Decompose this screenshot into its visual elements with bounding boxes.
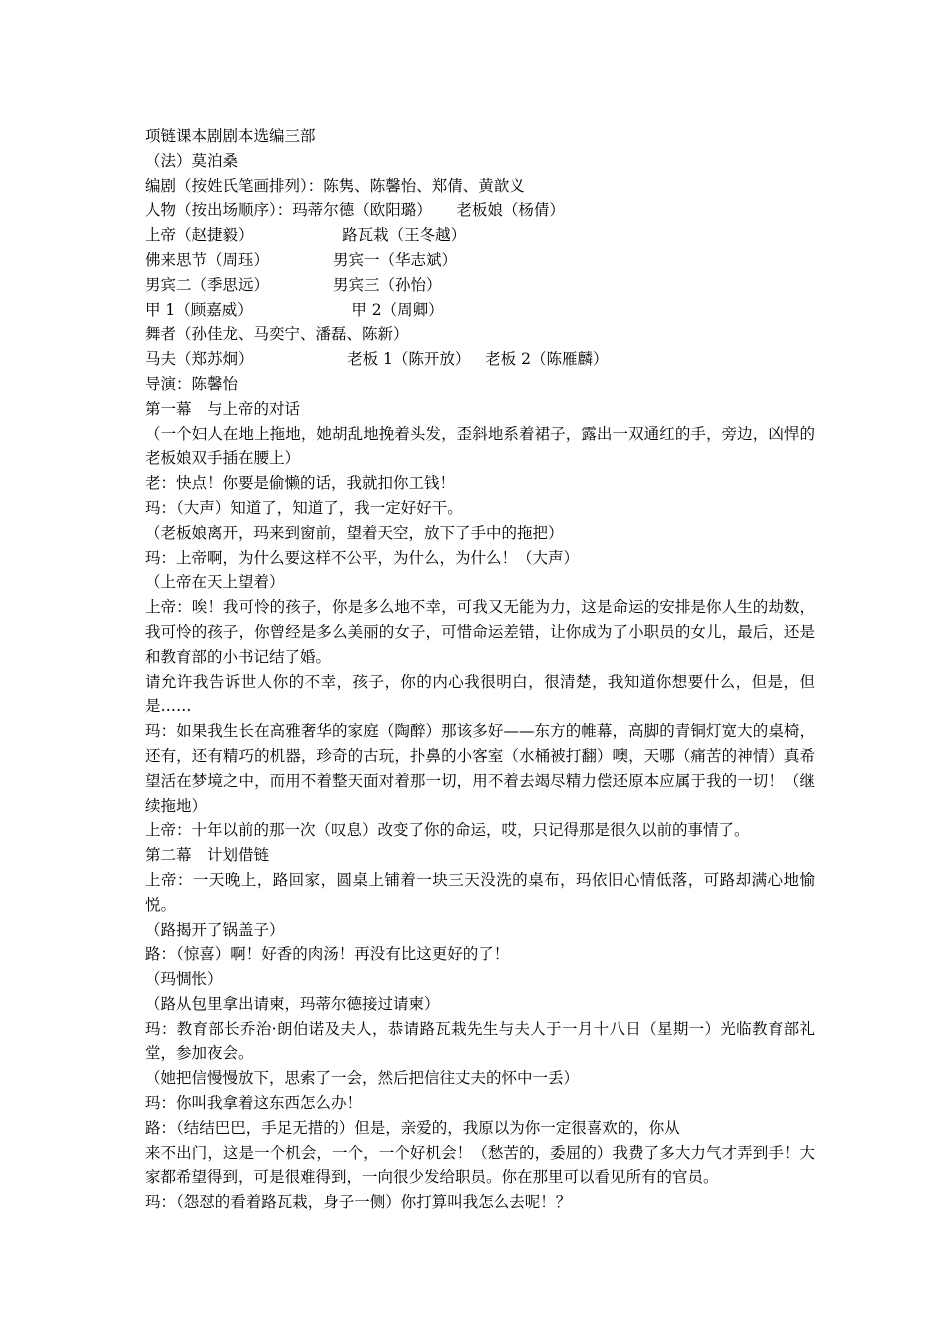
cast-line: 马夫（郑苏炯） 老板 1（陈开放） 老板 2（陈雁麟）	[145, 350, 609, 369]
dialogue-paragraph: 玛：教育部长乔治·朗伯诺及夫人，恭请路瓦栽先生与夫人于一月十八日（星期一）光临教育部礼堂，参加夜会。	[145, 1019, 815, 1063]
stage-direction: （老板娘离开，玛来到窗前，望着天空，放下了手中的拖把）	[145, 523, 564, 542]
cast-line: 男宾二（季思远） 男宾三（孙怡）	[145, 275, 442, 294]
script-text	[145, 124, 815, 1215]
dialogue-paragraph: 来不出门，这是一个机会，一个，一个好机会！（愁苦的，委屈的）我费了多大力气才弄到手！大家都希望得到，可是很难得到，一向很少发给职员。你在那里可以看见所有的官员。	[145, 1143, 815, 1187]
dialogue-line: 玛：（怨怼的看着路瓦栽，身子一侧）你打算叫我怎么去呢！？	[145, 1193, 572, 1212]
cast-line: 上帝（赵捷毅） 路瓦栽（王冬越）	[145, 226, 467, 245]
stage-direction: （玛惆怅）	[145, 970, 223, 989]
director-line: 导演：陈馨怡	[145, 374, 239, 393]
dialogue-paragraph: 请允许我告诉世人你的不幸，孩子，你的内心我很明白，很清楚，我知道你想要什么，但是，但是……	[145, 672, 815, 716]
dialogue-paragraph: 上帝：唉！我可怜的孩子，你是多么地不幸，可我又无能为力，这是命运的安排是你人生的劫数，我可怜的孩子，你曾经是多么美丽的女子，可惜命运差错，让你成为了小职员的女儿，最后，还是和教育部的小书记结了婚。	[145, 598, 815, 666]
dialogue-paragraph: 上帝：一天晚上，路回家，圆桌上铺着一块三天没洗的桌布，玛依旧心情低落，可路却满心地愉悦。	[145, 870, 815, 914]
dialogue-line: 老：快点！你要是偷懒的话，我就扣你工钱！	[145, 474, 456, 493]
cast-line: 甲 1（顾嘉威） 甲 2（周卿）	[145, 300, 444, 319]
stage-direction: （她把信慢慢放下，思索了一会，然后把信往丈夫的怀中一丢）	[145, 1069, 580, 1088]
cast-line: 舞者（孙佳龙、马奕宁、潘磊、陈新）	[145, 325, 409, 344]
dialogue-line: 上帝：十年以前的那一次（叹息）改变了你的命运，哎，只记得那是很久以前的事情了。	[145, 821, 750, 840]
dialogue-paragraph: 玛：如果我生长在高雅奢华的家庭（陶醉）那该多好——东方的帷幕，高脚的青铜灯宽大的桌椅，还有，还有精巧的机器，珍奇的古玩，扑鼻的小客室（水桶被打翻）噢，天哪（痛苦的神情）真希望活在梦境之中，而用不着整天面对着那一切，用不着去竭尽精力偿还原本应属于我的一切！（继续拖地）	[145, 722, 815, 815]
dialogue-line: 玛：（大声）知道了，知道了，我一定好好干。	[145, 498, 463, 517]
dialogue-line: 路：（结结巴巴，手足无措的）但是，亲爱的，我原以为你一定很喜欢的，你从	[145, 1118, 680, 1137]
dialogue-line: 玛：上帝啊，为什么要这样不公平，为什么，为什么！（大声）	[145, 548, 580, 567]
dialogue-line: 路：（惊喜）啊！好香的肉汤！再没有比这更好的了！	[145, 945, 510, 964]
document-title: 项链课本剧剧本选编三部	[145, 127, 316, 145]
stage-direction: （路从包里拿出请柬，玛蒂尔德接过请柬）	[145, 994, 440, 1013]
stage-direction: （路揭开了锅盖子）	[145, 920, 285, 939]
cast-line: 佛来思节（周珏） 男宾一（华志斌）	[145, 250, 458, 269]
act-heading: 第二幕 计划借链	[145, 846, 270, 865]
stage-direction: （一个妇人在地上拖地，她胡乱地挽着头发，歪斜地系着裙子，露出一双通红的手，旁边，凶悍的老板娘双手插在腰上）	[145, 424, 815, 468]
cast-line: 人物（按出场顺序）：玛蒂尔德（欧阳璐） 老板娘（杨倩）	[145, 201, 565, 220]
author-line: （法）莫泊桑	[145, 151, 239, 170]
stage-direction: （上帝在天上望着）	[145, 573, 285, 592]
dialogue-line: 玛：你叫我拿着这东西怎么办！	[145, 1094, 363, 1113]
act-heading: 第一幕 与上帝的对话	[145, 399, 301, 418]
writers-line: 编剧（按姓氏笔画排列）：陈隽、陈馨怡、郑倩、黄歆义	[145, 176, 525, 195]
